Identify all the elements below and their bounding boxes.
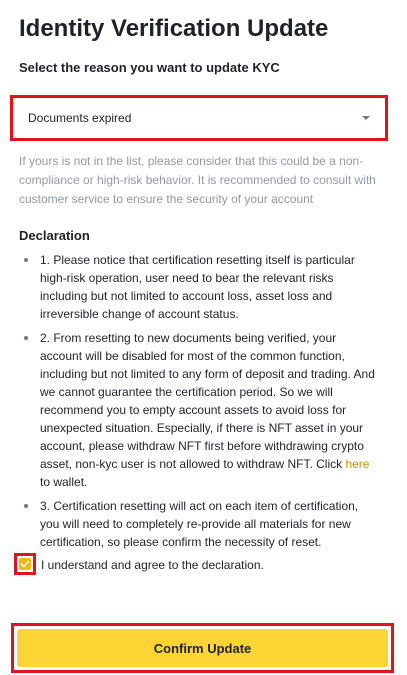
hint-text: If yours is not in the list, please consider that this could be a non-compliance or high-risk behavior. It is recommended to consult with customer service to ensure the security of your account bbox=[19, 154, 376, 206]
declaration-item-text: 1. Please notice that certification resetting itself is particular high-risk operation, user need to bear the relevant risks including but not limited to account loss, asset loss and irreversible change of account status. bbox=[40, 253, 355, 321]
bullet-icon bbox=[24, 258, 28, 262]
declaration-item-text: 2. From resetting to new documents being verified, your account will be disabled for most of the common function, including but not limited to any form of deposit and trading. And we cannot guarantee the certification period. So we will recommend you to empty account assets to avoid loss for unexpected situation. Especially, if there is NFT asset in your account, please withdraw NFT first before withdrawing crypto asset, non-kyc user is not allowed to withdraw NFT. Click bbox=[40, 331, 375, 471]
declaration-item-text: 3. Certification resetting will act on each item of certification, you will need to completely re-provide all materials for new certification, so please confirm the necessity of reset. bbox=[40, 499, 359, 549]
confirm-update-button[interactable]: Confirm Update bbox=[17, 629, 388, 667]
wallet-link[interactable]: here bbox=[345, 457, 370, 471]
declaration-item-text-tail: to wallet. bbox=[40, 475, 88, 489]
checkmark-icon bbox=[20, 559, 30, 569]
confirm-button-highlight bbox=[11, 623, 394, 673]
reason-select[interactable] bbox=[16, 101, 382, 135]
reason-select-highlight bbox=[10, 95, 388, 141]
declaration-item bbox=[19, 497, 379, 551]
page-title: Identity Verification Update bbox=[19, 15, 329, 42]
bullet-icon bbox=[24, 336, 28, 340]
declaration-title: Declaration bbox=[19, 228, 90, 243]
declaration-list bbox=[19, 251, 379, 557]
caret-down-icon bbox=[362, 116, 370, 120]
bullet-icon bbox=[24, 504, 28, 508]
declaration-item bbox=[19, 329, 379, 491]
reason-prompt: Select the reason you want to update KYC bbox=[19, 60, 280, 75]
agree-label[interactable]: I understand and agree to the declaration. bbox=[41, 558, 264, 572]
declaration-item bbox=[19, 251, 379, 323]
checkbox-box bbox=[19, 558, 31, 570]
agree-checkbox[interactable] bbox=[14, 553, 36, 575]
reason-select-value: Documents expired bbox=[28, 111, 132, 125]
